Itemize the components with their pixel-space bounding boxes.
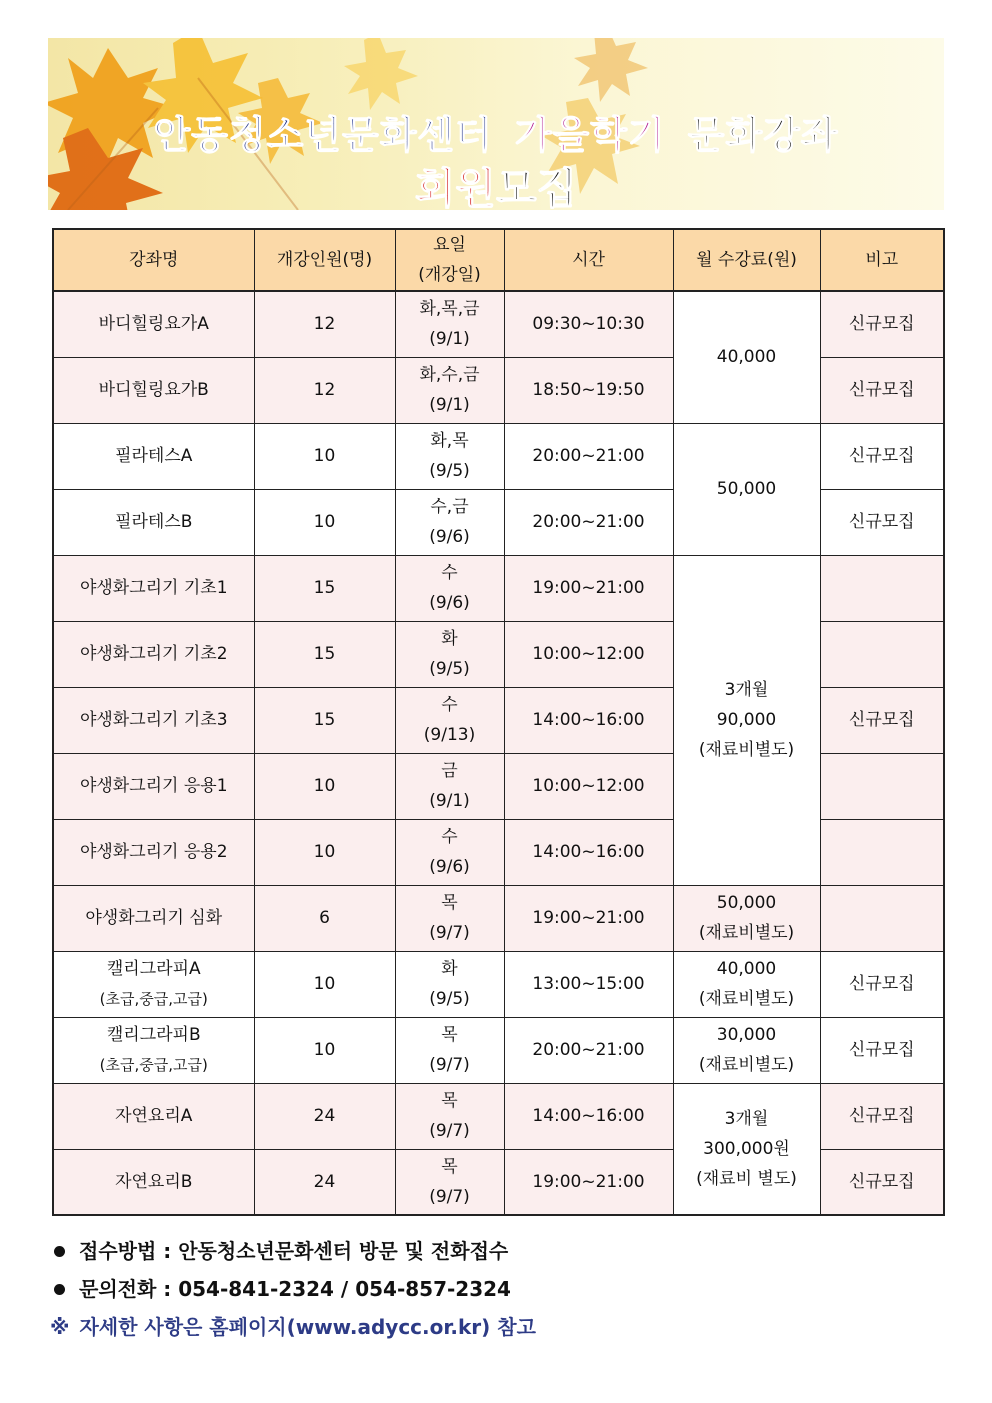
course-name: 야생화그리기 기초1 — [53, 555, 254, 621]
capacity: 10 — [254, 1017, 395, 1083]
note — [820, 555, 944, 621]
course-name: 야생화그리기 응용1 — [53, 753, 254, 819]
note: 신규모집 — [820, 951, 944, 1017]
term-label: 가을학기 — [514, 113, 666, 157]
time: 10:00~12:00 — [504, 753, 673, 819]
note: 신규모집 — [820, 687, 944, 753]
table-row — [53, 423, 944, 489]
time: 20:00~21:00 — [504, 423, 673, 489]
fee-cell: 50,000 (재료비별도) — [673, 885, 820, 951]
time: 10:00~12:00 — [504, 621, 673, 687]
time: 19:00~21:00 — [504, 1149, 673, 1215]
lecture-label: 문화강좌 — [687, 113, 839, 157]
capacity: 6 — [254, 885, 395, 951]
fee-cell: 50,000 — [673, 423, 820, 555]
note: 신규모집 — [820, 291, 944, 357]
day-cell: 화 (9/5) — [395, 951, 504, 1017]
banner-subtitle — [48, 156, 944, 210]
course-name: 야생화그리기 심화 — [53, 885, 254, 951]
col-header-capacity: 개강인원(명) — [254, 229, 395, 291]
note: 신규모집 — [820, 1017, 944, 1083]
time: 19:00~21:00 — [504, 555, 673, 621]
fee-cell: 3개월 90,000 (재료비별도) — [673, 555, 820, 885]
table-row — [53, 1083, 944, 1149]
note: 신규모집 — [820, 357, 944, 423]
table-row — [53, 885, 944, 951]
time: 14:00~16:00 — [504, 819, 673, 885]
day-cell: 수 (9/6) — [395, 555, 504, 621]
time: 14:00~16:00 — [504, 687, 673, 753]
time: 13:00~15:00 — [504, 951, 673, 1017]
maple-leaf-icon — [574, 38, 648, 102]
course-name: 야생화그리기 기초3 — [53, 687, 254, 753]
day-cell: 금 (9/1) — [395, 753, 504, 819]
course-name: 야생화그리기 기초2 — [53, 621, 254, 687]
col-header-name: 강좌명 — [53, 229, 254, 291]
fee-cell: 40,000 — [673, 291, 820, 423]
member-label: 회원 — [414, 164, 496, 210]
day-cell: 목 (9/7) — [395, 1083, 504, 1149]
time: 18:50~19:50 — [504, 357, 673, 423]
maple-leaf-icon — [344, 38, 418, 110]
capacity: 10 — [254, 951, 395, 1017]
fee-cell: 3개월 300,000원 (재료비 별도) — [673, 1083, 820, 1215]
col-header-fee: 월 수강료(원) — [673, 229, 820, 291]
note: 신규모집 — [820, 1083, 944, 1149]
course-name: 야생화그리기 응용2 — [53, 819, 254, 885]
col-header-time: 시간 — [504, 229, 673, 291]
contact-phone: 문의전화 : 054-841-2324 / 054-857-2324 — [50, 1274, 536, 1312]
table-header-row — [53, 229, 944, 291]
course-name: 바디힐링요가B — [53, 357, 254, 423]
course-schedule-table — [52, 228, 945, 1216]
time: 19:00~21:00 — [504, 885, 673, 951]
fee-cell: 40,000 (재료비별도) — [673, 951, 820, 1017]
capacity: 10 — [254, 819, 395, 885]
center-name: 안동청소년문화센터 — [153, 113, 493, 157]
day-cell: 화 (9/5) — [395, 621, 504, 687]
table-row — [53, 555, 944, 621]
col-header-note: 비고 — [820, 229, 944, 291]
day-cell: 목 (9/7) — [395, 1017, 504, 1083]
day-cell: 수 (9/13) — [395, 687, 504, 753]
capacity: 12 — [254, 357, 395, 423]
note — [820, 621, 944, 687]
course-name: 캘리그라피A (초급,중급,고급) — [53, 951, 254, 1017]
capacity: 15 — [254, 687, 395, 753]
day-cell: 목 (9/7) — [395, 885, 504, 951]
course-name: 필라테스B — [53, 489, 254, 555]
table-row — [53, 291, 944, 357]
note — [820, 819, 944, 885]
capacity: 24 — [254, 1083, 395, 1149]
registration-method: 접수방법 : 안동청소년문화센터 방문 및 전화접수 — [50, 1236, 536, 1274]
time: 14:00~16:00 — [504, 1083, 673, 1149]
time: 20:00~21:00 — [504, 1017, 673, 1083]
table-row — [53, 951, 944, 1017]
note — [820, 753, 944, 819]
fee-cell: 30,000 (재료비별도) — [673, 1017, 820, 1083]
time: 09:30~10:30 — [504, 291, 673, 357]
day-cell: 수,금 (9/6) — [395, 489, 504, 555]
note: 신규모집 — [820, 1149, 944, 1215]
day-cell: 화,목 (9/5) — [395, 423, 504, 489]
capacity: 12 — [254, 291, 395, 357]
footer-notes — [50, 1236, 536, 1350]
time: 20:00~21:00 — [504, 489, 673, 555]
capacity: 10 — [254, 423, 395, 489]
course-name: 자연요리B — [53, 1149, 254, 1215]
course-name: 자연요리A — [53, 1083, 254, 1149]
capacity: 10 — [254, 489, 395, 555]
note: 신규모집 — [820, 489, 944, 555]
course-name: 바디힐링요가A — [53, 291, 254, 357]
day-cell: 목 (9/7) — [395, 1149, 504, 1215]
day-cell: 화,수,금 (9/1) — [395, 357, 504, 423]
col-header-day: 요일 (개강일) — [395, 229, 504, 291]
banner-title — [48, 104, 944, 159]
capacity: 24 — [254, 1149, 395, 1215]
course-name: 캘리그라피B (초급,중급,고급) — [53, 1017, 254, 1083]
bullet-icon — [54, 1246, 65, 1257]
header-banner — [48, 38, 944, 210]
day-cell: 화,목,금 (9/1) — [395, 291, 504, 357]
capacity: 15 — [254, 555, 395, 621]
table-row — [53, 1017, 944, 1083]
day-cell: 수 (9/6) — [395, 819, 504, 885]
note — [820, 885, 944, 951]
capacity: 10 — [254, 753, 395, 819]
course-name: 필라테스A — [53, 423, 254, 489]
capacity: 15 — [254, 621, 395, 687]
recruit-label: 모집 — [496, 164, 578, 210]
homepage-notice: ※ 자세한 사항은 홈페이지(www.adycc.or.kr) 참고 — [50, 1315, 536, 1339]
bullet-icon — [54, 1284, 65, 1295]
note: 신규모집 — [820, 423, 944, 489]
reference-mark-icon: ※ — [50, 1315, 70, 1339]
